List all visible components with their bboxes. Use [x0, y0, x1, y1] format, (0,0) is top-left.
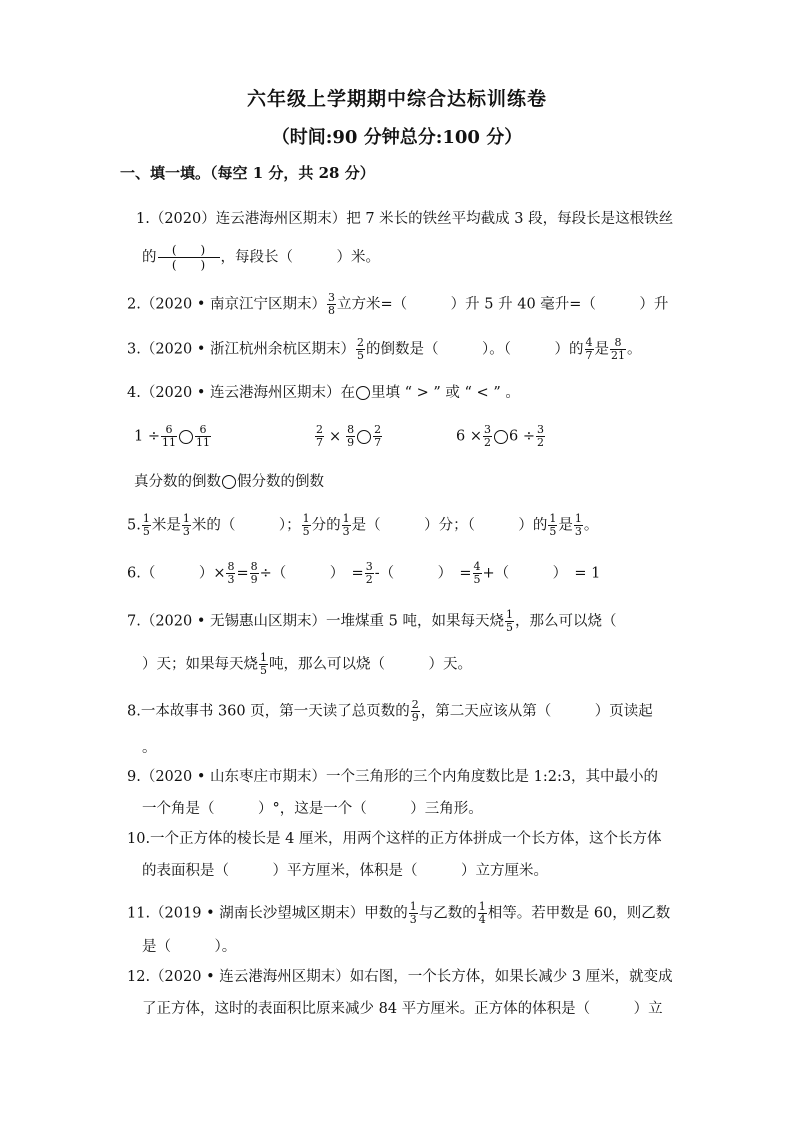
fraction-denominator: 5	[260, 664, 267, 677]
fraction	[478, 901, 487, 926]
fraction-denominator: 3	[574, 525, 582, 538]
question-3-text: 的倒数是（ ）。（ ）的	[366, 341, 584, 358]
question-4-text: 4.（2020 • 连云港海州区期末）在	[127, 385, 356, 401]
fraction-denominator: 5	[549, 525, 557, 538]
circle-blank[interactable]	[356, 386, 370, 400]
page-subtitle: （时间:90 分钟总分:100 分）	[271, 127, 523, 148]
answer-fraction	[158, 243, 220, 272]
question-4	[127, 383, 520, 403]
fraction-denominator: 2	[365, 573, 373, 586]
question-11-text: 相等。若甲数是 60，则乙数	[487, 905, 671, 922]
fraction-denominator: 21	[611, 349, 626, 362]
fraction-numerator: 2	[316, 423, 323, 436]
question-11-line-2: 是（ ）。	[142, 939, 237, 955]
question-5-text: 是（ ）分；（ ）的	[351, 517, 548, 534]
question-5-text: 米的（ ）；	[191, 517, 301, 534]
fraction	[473, 561, 482, 586]
fraction-denominator: 2	[483, 436, 491, 449]
question-8-text: ，第二天应该从第（ ）页读起	[420, 703, 653, 720]
question-8-text: 8.一本故事书 360 页，第一天读了总页数的	[127, 703, 410, 720]
fraction	[142, 513, 151, 538]
fraction-numerator: 8	[610, 337, 626, 350]
fraction	[315, 424, 324, 449]
expr-text: ×	[329, 428, 342, 445]
fraction-denominator: 9	[250, 573, 258, 586]
question-6-text: +（ ） = 1	[482, 565, 601, 582]
question-4-expr-4	[134, 472, 324, 492]
question-5-text: 是	[558, 517, 573, 534]
fraction-numerator: 1	[574, 512, 582, 525]
fraction-denominator: 7	[585, 349, 593, 362]
question-5	[127, 513, 598, 538]
question-5-text: 分的	[311, 517, 341, 534]
question-1-text: ，每段长（ ）米。	[220, 249, 380, 266]
fraction-numerator: 1	[142, 512, 150, 525]
fraction-denominator: 5	[142, 525, 150, 538]
fraction-numerator: 3	[536, 423, 544, 436]
fraction-denominator: 3	[342, 525, 350, 538]
question-8-line-1	[127, 699, 653, 724]
fraction	[259, 652, 268, 677]
fraction-numerator: 1	[478, 900, 486, 913]
question-7-text: 7.（2020 • 无锡惠山区期末）一堆煤重 5 吨，如果每天烧	[127, 613, 504, 630]
question-4-expr-1	[134, 424, 212, 449]
question-11-text: 11.（2019 • 湖南长沙望城区期末）甲数的	[127, 905, 408, 922]
fraction	[536, 424, 545, 449]
fraction	[327, 292, 336, 317]
question-3-text: 3.（2020 • 浙江杭州余杭区期末）	[127, 341, 356, 358]
fraction-denominator: 5	[505, 621, 513, 634]
fraction-denominator: 5	[473, 573, 481, 586]
question-12-line-2: 了正方体，这时的表面积比原来减少 84 平方厘米。正方体的体积是（ ）立	[142, 1001, 663, 1017]
fraction-numerator: 3	[328, 291, 336, 304]
fraction-denominator: 3	[182, 525, 190, 538]
fraction-numerator: 1	[260, 651, 267, 664]
question-4-text: 里填 “ > ” 或 “ < ” 。	[371, 385, 520, 401]
question-1-text: 的	[142, 249, 157, 266]
question-2-text: 2.（2020 • 南京江宁区期末）	[127, 296, 327, 313]
fraction-numerator: 1	[342, 512, 350, 525]
question-6-text: -（ ） =	[374, 565, 472, 582]
expr-text: 真分数的倒数	[134, 474, 221, 490]
fraction-numerator: 6	[195, 424, 211, 437]
question-10-line-1: 10.一个正方体的棱长是 4 厘米，用两个这样的正方体拼成一个长方体，这个长方体	[127, 831, 662, 847]
question-1-line-2	[142, 243, 380, 272]
fraction-numerator: 2	[411, 698, 419, 711]
question-11-line-1	[127, 901, 670, 926]
question-7-text: ）天；如果每天烧	[142, 656, 258, 673]
expr-text: 6 ÷	[508, 428, 535, 445]
fraction-denominator: 3	[409, 913, 417, 926]
fraction	[548, 513, 557, 538]
fraction-denominator: 9	[411, 711, 419, 724]
question-4-expr-2	[314, 424, 383, 449]
question-7-line-1	[127, 609, 616, 634]
question-2	[127, 292, 668, 317]
fraction-denominator: 4	[478, 913, 486, 926]
fraction-denominator: 3	[227, 573, 235, 586]
question-5-text: 米是	[151, 517, 181, 534]
question-3	[127, 337, 642, 362]
page-title: 六年级上学期期中综合达标训练卷	[246, 88, 547, 110]
fraction	[505, 609, 514, 634]
fraction-denominator: 7	[316, 436, 323, 449]
question-10-line-2: 的表面积是（ ）平方厘米，体积是（ ）立方厘米。	[142, 863, 548, 879]
fraction-numerator: 4	[473, 560, 481, 573]
question-3-text: 。	[627, 341, 642, 358]
fraction-numerator: 1	[549, 512, 557, 525]
fraction	[585, 337, 594, 362]
fraction-numerator: ( )	[158, 243, 220, 258]
question-4-expr-3	[456, 424, 546, 449]
fraction-denominator: 5	[357, 349, 365, 362]
fraction	[365, 561, 374, 586]
circle-blank[interactable]	[179, 430, 193, 444]
fraction-numerator: 2	[357, 336, 365, 349]
question-1-line-1: 1.（2020）连云港海州区期末）把 7 米长的铁丝平均截成 3 段，每段长是这根铁丝	[136, 211, 674, 227]
fraction-denominator: ( )	[171, 258, 206, 272]
fraction-numerator: 1	[409, 900, 417, 913]
question-6	[127, 561, 600, 586]
question-3-text: 是	[594, 341, 610, 358]
question-2-text: 立方米=（ ）升 5 升 40 毫升=（ ）升	[337, 296, 669, 313]
fraction-numerator: 1	[505, 608, 513, 621]
section-heading: 一、填一填。（每空 1 分，共 28 分）	[120, 164, 375, 182]
fraction-numerator: 8	[347, 423, 355, 436]
question-11-text: 与乙数的	[418, 905, 477, 922]
fraction	[182, 513, 191, 538]
fraction	[342, 513, 351, 538]
question-9-line-2: 一个角是（ ）°，这是一个（ ）三角形。	[142, 801, 483, 817]
fraction	[302, 513, 311, 538]
fraction-denominator: 9	[347, 436, 355, 449]
expr-text: 假分数的倒数	[237, 474, 324, 490]
fraction	[356, 337, 365, 362]
circle-blank[interactable]	[222, 475, 236, 489]
fraction-numerator: 6	[161, 424, 177, 437]
fraction	[250, 561, 259, 586]
fraction-denominator: 11	[161, 436, 176, 449]
fraction	[195, 424, 211, 449]
fraction-denominator: 7	[374, 436, 382, 449]
fraction	[411, 699, 420, 724]
fraction-numerator: 8	[250, 560, 258, 573]
fraction	[346, 424, 355, 449]
question-7-text: 吨，那么可以烧（ ）天。	[269, 656, 472, 673]
question-6-text: 6.（ ）×	[127, 565, 226, 582]
fraction-numerator: 4	[585, 336, 593, 349]
question-5-text: 5.	[127, 517, 141, 534]
fraction-denominator: 5	[302, 525, 310, 538]
fraction-numerator: 3	[483, 423, 491, 436]
question-6-text: =	[236, 565, 249, 582]
question-5-text: 。	[583, 517, 599, 534]
fraction-numerator: 1	[302, 512, 310, 525]
expr-text: 6 ×	[456, 428, 482, 445]
question-12-line-1: 12.（2020 • 连云港海州区期末）如右图，一个长方体，如果长减少 3 厘米，就变成	[127, 969, 673, 985]
fraction	[610, 337, 626, 362]
expr-text: 1 ÷	[134, 428, 160, 445]
fraction	[226, 561, 235, 586]
circle-blank[interactable]	[357, 430, 371, 444]
question-7-text: ，那么可以烧（	[514, 613, 617, 630]
fraction-denominator: 11	[195, 436, 210, 449]
fraction	[161, 424, 177, 449]
fraction	[574, 513, 583, 538]
fraction-numerator: 8	[227, 560, 235, 573]
fraction	[483, 424, 492, 449]
fraction	[409, 901, 418, 926]
fraction-numerator: 1	[182, 512, 190, 525]
question-6-text: ÷（ ） =	[259, 565, 364, 582]
question-9-line-1: 9.（2020 • 山东枣庄市期末）一个三角形的三个内角度数比是 1:2:3，其中最小的	[127, 769, 659, 785]
question-8-line-2: 。	[142, 740, 157, 756]
fraction-numerator: 3	[365, 560, 373, 573]
question-7-line-2	[142, 652, 472, 677]
circle-blank[interactable]	[494, 430, 508, 444]
fraction-denominator: 8	[328, 304, 336, 317]
fraction	[373, 424, 382, 449]
fraction-numerator: 2	[374, 423, 382, 436]
fraction-denominator: 2	[536, 436, 544, 449]
